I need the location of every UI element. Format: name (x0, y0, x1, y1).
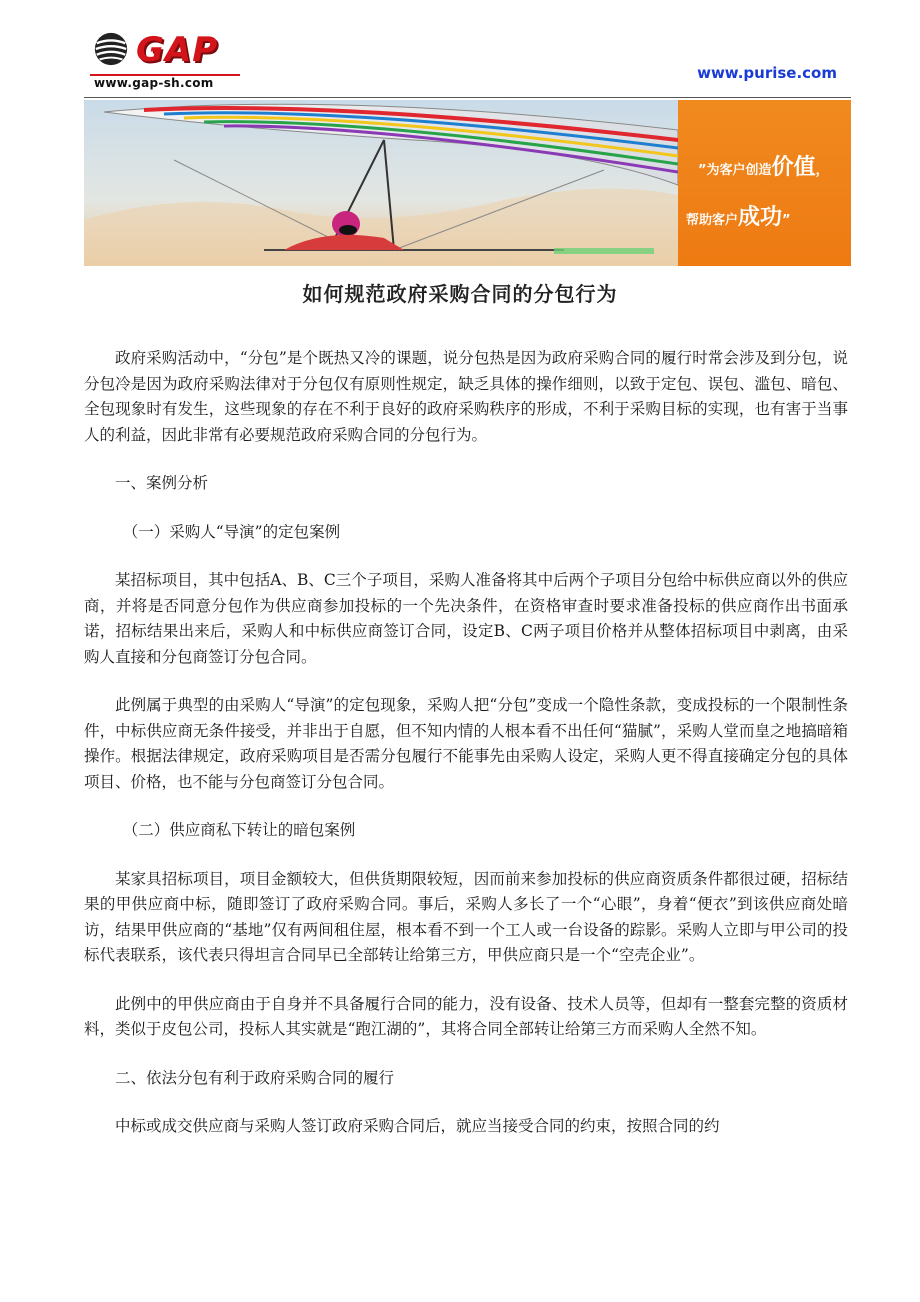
globe-icon (92, 30, 130, 68)
hero-banner (84, 100, 851, 266)
paragraph: 中标或成交供应商与采购人签订政府采购合同后，就应当接受合同的约束，按照合同的约 (115, 1117, 720, 1135)
site-url-link[interactable]: www.purise.com (697, 64, 837, 82)
slogan-line-2-post: ” (782, 213, 791, 228)
slogan-line-2-emphasis: 成功 (738, 205, 783, 230)
section-heading: 二、依法分包有利于政府采购合同的履行 (115, 1068, 395, 1087)
hang-glider-photo (84, 100, 678, 266)
article-body (84, 346, 848, 1163)
slogan-line-1-post: ， (815, 163, 829, 178)
gap-logo[interactable] (84, 26, 244, 98)
section-heading: 一、案例分析 (115, 474, 209, 492)
slogan-line-2-pre: 帮助客户 (686, 213, 739, 228)
logo-url[interactable]: www.gap-sh.com (94, 76, 214, 90)
article-title: 如何规范政府采购合同的分包行为 (302, 282, 618, 306)
paragraph: 此例属于典型的由采购人“导演”的定包现象，采购人把“分包”变成一个隐性条款，变成投标的一个限制性条件，中标供应商无条件接受，并非出于自愿，但不知内情的人根本看不出任何“猫腻”，采购人堂而皇之地搞暗箱操作。根据法律规定，政府采购项目是否需分包履行不能事先由采购人设定，采购人更不得直接确定分包的具体项目、价格，也不能与分包商签订分包合同。 (84, 696, 848, 791)
page-header (84, 26, 851, 98)
header-divider (84, 97, 851, 98)
subsection-heading: （二）供应商私下转让的暗包案例 (122, 821, 356, 839)
slogan-line-1 (698, 150, 829, 181)
subsection-heading: （一）采购人“导演”的定包案例 (122, 522, 341, 541)
paragraph: 某家具招标项目，项目金额较大，但供货期限较短，因而前来参加投标的供应商资质条件都很过硬，招标结果的甲供应商中标，随即签订了政府采购合同。事后，采购人多长了一个“心眼”，身着“便衣”到该供应商处暗访，结果甲供应商的“基地”仅有两间租住屋，根本看不到一个工人或一台设备的踪影。采购人立即与甲公司的投标代表联系，该代表只得坦言合同早已全部转让给第三方，甲供应商只是一个“空壳企业”。 (84, 869, 848, 964)
slogan-panel (678, 100, 851, 266)
paragraph: 此例中的甲供应商由于自身并不具备履行合同的能力，没有设备、技术人员等，但却有一整套完整的资质材料，类似于皮包公司，投标人其实就是“跑江湖的”，其将合同全部转让给第三方而采购人全然不知。 (84, 994, 848, 1038)
slogan-line-2 (686, 200, 791, 231)
logo-wordmark: GAP (136, 30, 219, 70)
slogan-line-1-pre: ”为客户创造 (698, 163, 772, 178)
paragraph: 政府采购活动中，“分包”是个既热又冷的课题，说分包热是因为政府采购合同的履行时常会涉及到分包，说分包冷是因为政府采购法律对于分包仅有原则性规定，缺乏具体的操作细则，以致于定包、误包、滥包、暗包、全包现象时有发生，这些现象的存在不利于良好的政府采购秩序的形成，不利于采购目标的实现，也有害于当事人的利益，因此非常有必要规范政府采购合同的分包行为。 (84, 349, 848, 444)
paragraph: 某招标项目，其中包括A、B、C三个子项目，采购人准备将其中后两个子项目分包给中标供应商以外的供应商，并将是否同意分包作为供应商参加投标的一个先决条件，在资格审查时要求准备投标的供应商作出书面承诺，招标结果出来后，采购人和中标供应商签订合同，设定B、C两子项目价格并从整体招标项目中剥离，由采购人直接和分包商签订分包合同。 (84, 571, 848, 666)
slogan-line-1-emphasis: 价值 (771, 155, 816, 180)
